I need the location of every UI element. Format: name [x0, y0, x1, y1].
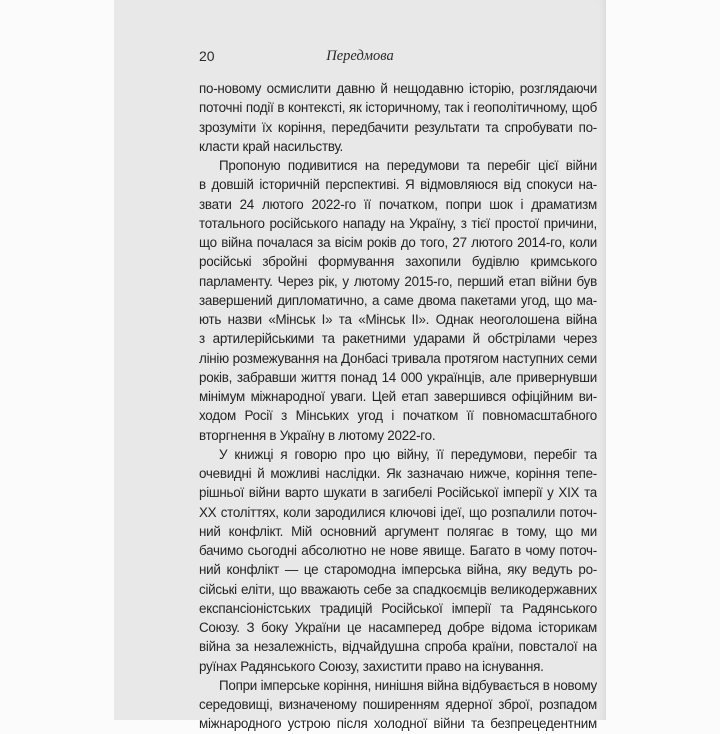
text-line: років, забравши життя понад 14 000 українців, але привернувши	[199, 369, 597, 385]
text-line: звати 24 лютого 2022-го її початком, попри шок і драматизм	[199, 196, 597, 212]
text-line: експансіоністських традицій Російської імперії та Радянського	[199, 600, 597, 616]
text-line: руїнах Радянського Союзу, захистити право на існування.	[199, 658, 544, 674]
paragraph	[199, 156, 597, 445]
text-line: завершений дипломатично, а саме двома пакетами угод, що ма-	[199, 292, 597, 308]
text-line: вторгнення в Україну в лютому 2022-го.	[199, 427, 436, 443]
running-title: Передмова	[326, 48, 394, 64]
text-line: ний конфлікт. Мій основний аргумент полягає в тому, що ми	[199, 523, 597, 539]
text-line: ють назви «Мінськ I» та «Мінськ II». Однак неоголошена війна	[199, 312, 597, 327]
text-line: Союзу. З боку України це насамперед добре відома історикам	[199, 620, 597, 635]
book-page	[114, 0, 606, 732]
text-line: з артилерійськими та ракетними ударами й обстрілами через	[199, 331, 597, 347]
paragraph	[199, 445, 597, 676]
paragraph	[199, 79, 597, 156]
text-line: ний конфлікт — це старомодна імперська війна, яку ведуть ро-	[199, 562, 597, 578]
text-line: що війна почалася за вісім років до того, 27 лютого 2014-го, коли	[199, 235, 597, 250]
text-line: тотального російського нападу на Україну, з тієї простої причини,	[199, 215, 597, 231]
text-line: в довшій історичній перспективі. Я відмовляюся від спокуси на-	[199, 177, 597, 193]
text-line: Попри імперське коріння, нинішня війна відбувається в новому	[219, 677, 597, 693]
page-number: 20	[199, 48, 215, 64]
text-line: зрозуміти їх коріння, передбачити результати та спробувати по-	[199, 119, 597, 135]
paragraph	[199, 676, 597, 734]
text-line: поточні події в контексті, як історичному, так і геополітичному, щоб	[199, 100, 597, 116]
text-line: ходом Росії з Мінських угод і початком її повномасштабного	[199, 408, 597, 424]
text-line: війна за незалежність, відчайдушна спроба країни, повсталої на	[199, 639, 597, 655]
text-line: лінію розмежування на Донбасі тривала протягом наступних семи	[199, 350, 597, 366]
text-line: очевидні й можливі наслідки. Як зазначаю нижче, коріння тепе-	[199, 466, 597, 481]
text-line: сійські еліти, що вважають себе за спадкоємців великодержавних	[199, 581, 597, 597]
text-line: мінімум міжнародної уваги. Цей етап завершився офіційним ви-	[199, 389, 597, 404]
text-line: Пропоную подивитися на передумови та перебіг цієї війни	[219, 158, 597, 173]
text-line: бачимо сьогодні абсолютно не нове явище. Багато в чому поточ-	[199, 543, 597, 558]
text-line: парламенту. Через рік, у лютому 2015-го, перший етап війни був	[199, 273, 597, 289]
text-line: У книжці я говорю про цю війну, її передумови, перебіг та	[219, 446, 597, 462]
text-line: середовищі, визначеному поширенням ядерної зброї, розпадом	[199, 697, 597, 712]
text-line: по-новому осмислити давню й нещодавню історію, розглядаючи	[199, 81, 597, 96]
text-line: класти край насильству.	[199, 138, 344, 154]
text-line: міжнародного устрою після холодної війни та безпрецедентним	[199, 716, 597, 732]
text-line: рішньої війни варто шукати в загибелі Російської імперії у XIX та	[199, 485, 597, 501]
text-line: XX століттях, коли зародилися ключові ідеї, що розпалили поточ-	[199, 504, 597, 520]
text-line: російські збройні формування захопили будівлю кримського	[199, 254, 597, 270]
body-text	[199, 79, 597, 734]
